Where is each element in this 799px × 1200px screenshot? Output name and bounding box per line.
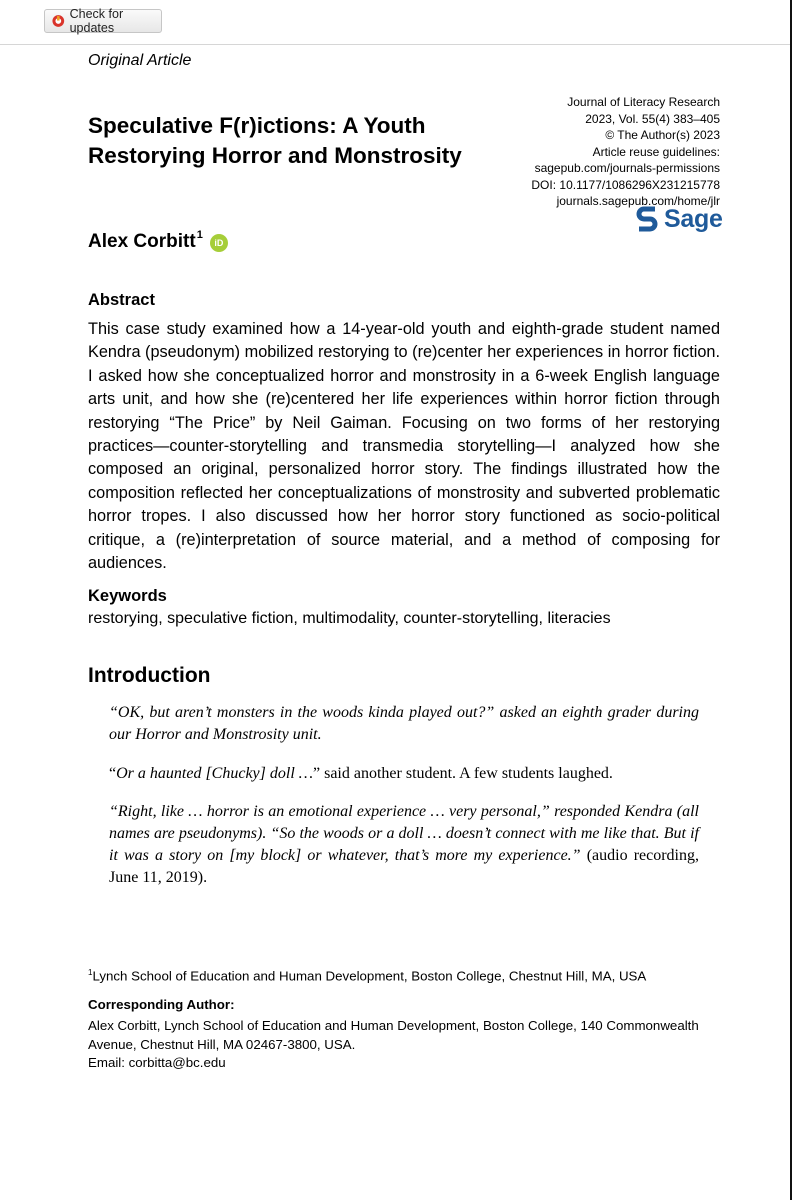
abstract-text: This case study examined how a 14-year-old youth and eighth-grade student named Kendra (pseudonym) mobilized restorying to (re)center her experiences in horror fiction. I asked how she conceptualized horror and monstrosity in a 6-week English language arts unit, and how she (re)centered her life experiences within horror fiction through restorying “The Price” by Neil Gaiman. Focusing on two forms of her restorying practices—counter-storytelling and transmedia storytelling—I analyzed how she composed an original, personalized horror story. The findings illustrated how the composition reflected her conceptualizations of monstrosity and subverted problematic horror tropes. I also discussed how her horror story functioned as socio-political critique, a (re)interpretation of source material, and a method of composing for audiences. bbox=[88, 320, 720, 573]
abstract-heading: Abstract bbox=[88, 291, 155, 309]
article-type: Original Article bbox=[88, 52, 192, 69]
quote-2-italic: Or a haunted [Chucky] doll … bbox=[116, 765, 313, 782]
epigraph-quote-3 bbox=[109, 801, 699, 889]
introduction-heading: Introduction bbox=[88, 664, 211, 687]
corresponding-author-label: Corresponding Author: bbox=[88, 997, 235, 1012]
affiliation-text: Lynch School of Education and Human Development, Boston College, Chestnut Hill, MA, USA bbox=[92, 968, 647, 984]
journal-info bbox=[390, 94, 720, 210]
keywords-heading: Keywords bbox=[88, 587, 167, 605]
check-updates-icon bbox=[52, 14, 65, 28]
article-title: Speculative F(r)ictions: A Youth Restorying Horror and Monstrosity bbox=[88, 113, 462, 168]
reuse-link[interactable]: sagepub.com/journals-permissions bbox=[534, 161, 720, 175]
journal-name: Journal of Literacy Research bbox=[567, 95, 720, 109]
sage-s-icon bbox=[636, 206, 658, 234]
corresponding-address: Alex Corbitt, Lynch School of Education and Human Development, Boston College, 140 Commonwealth Avenue, Chestnut Hill, MA 02467-3800, USA. bbox=[88, 1018, 699, 1052]
journal-volume: 2023, Vol. 55(4) 383–405 bbox=[585, 111, 720, 126]
affiliation-mark: 1 bbox=[88, 968, 93, 977]
journal-homepage-link[interactable]: journals.sagepub.com/home/jlr bbox=[556, 194, 720, 208]
author-name: Alex Corbitt bbox=[88, 231, 196, 252]
check-for-updates-button[interactable] bbox=[44, 9, 162, 33]
toolbar-divider bbox=[0, 44, 790, 45]
sage-wordmark: Sage bbox=[664, 205, 723, 233]
quote-2-open: “ bbox=[109, 765, 117, 782]
reuse-label: Article reuse guidelines: bbox=[592, 144, 720, 159]
keywords-text: restorying, speculative fiction, multimodality, counter-storytelling, literacies bbox=[88, 610, 611, 627]
orcid-icon[interactable]: iD bbox=[210, 234, 228, 252]
epigraph-quote-2 bbox=[109, 763, 699, 785]
sage-logo bbox=[636, 205, 723, 234]
corresponding-email[interactable]: Email: corbitta@bc.edu bbox=[88, 1055, 226, 1070]
author-affiliation-mark: 1 bbox=[196, 229, 203, 241]
epigraph-quote-1 bbox=[109, 702, 699, 746]
affiliation-footnote bbox=[88, 968, 646, 983]
quote-3-rest: (audio recording, June 11, 2019). bbox=[109, 847, 699, 886]
page-edge bbox=[790, 0, 792, 1200]
corresponding-author-details bbox=[88, 1017, 724, 1073]
quote-1-text: “OK, but aren’t monsters in the woods kinda played out?” asked an eighth grader during our Horror and Monstrosity unit. bbox=[109, 704, 699, 743]
quote-2-rest: ” said another student. A few students laughed. bbox=[312, 765, 613, 782]
quote-3-italic: “Right, like … horror is an emotional experience … very personal,” responded Kendra (all names are pseudonyms). “So the woods or a doll … doesn’t connect with me like that. But if it was a story on [my block] or whatever, that’s more my experience.” bbox=[109, 803, 699, 864]
copyright: © The Author(s) 2023 bbox=[605, 128, 720, 142]
check-for-updates-label: Check for updates bbox=[69, 7, 124, 35]
doi[interactable]: DOI: 10.1177/1086296X231215778 bbox=[531, 177, 720, 192]
author bbox=[88, 231, 228, 253]
